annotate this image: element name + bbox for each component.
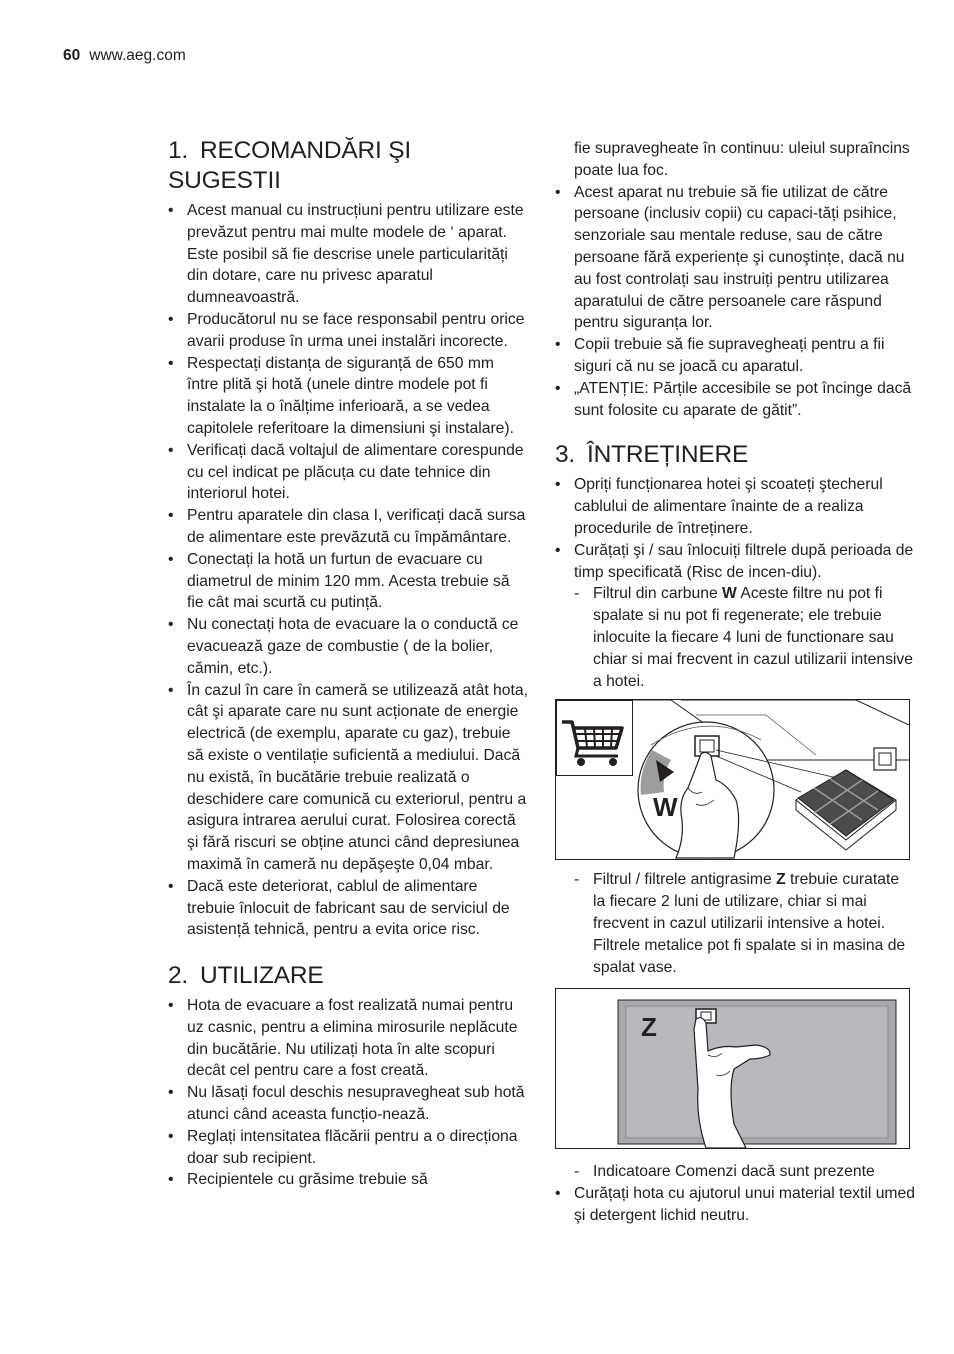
list-item: • Dacă este deteriorat, cablul de alimentare trebuie înlocuit de fabricant sau de serviciul de asistență tehnică, pentru a evita orice risc.	[168, 876, 528, 941]
list-item: • Acest aparat nu trebuie să fie utilizat de către persoane (inclusiv copii) cu capaci-tăți psihice, senzoriale sau mentale reduse, sau de către persoane fără experiențe şi cunoştințe, dacă nu au fost controlați sau instruiți pentru utilizarea aparatului de către persoanele care răspund pentru siguranța lor.	[555, 182, 915, 335]
sub-item-grease-filter: - Filtrul / filtrele antigrasime Z trebuie curatate la fiecare 2 luni de utilizare, chiar si mai frecvent in cazul utilizarii intensive a hotei. Filtrele metalice pot fi spalate si in masina de spalat vase.	[555, 869, 915, 978]
section2-title: UTILIZARE	[200, 962, 324, 990]
list-item-continuation: fie supravegheate în continuu: uleiul supraîncins poate lua foc.	[574, 140, 910, 179]
list-item: • Nu conectați hota de evacuare la o conductă ce evacuează gaze de combustie ( de la bolier, cămin, etc.).	[168, 614, 528, 679]
right-column	[555, 138, 915, 1227]
section3-number: 3.	[555, 441, 576, 469]
list-item: • Hota de evacuare a fost realizată numai pentru uz casnic, pentru a elimina mirosurile neplăcute din bucătărie. Nu utilizați hota în alte scopuri decât cel pentru care a fost creată.	[168, 995, 528, 1082]
left-column	[168, 136, 528, 1191]
list-item: • Conectați la hotă un furtun de evacuare cu diametrul de minim 120 mm. Acesta trebuie să fie cât mai scurtă cu putință.	[168, 549, 528, 614]
website-url: www.aeg.com	[89, 47, 186, 64]
sub-item-indicator: - Indicatoare Comenzi dacă sunt prezente	[555, 1161, 915, 1183]
section3-list	[555, 474, 915, 692]
shopping-cart-icon	[557, 701, 633, 776]
list-item: • Nu lăsați focul deschis nesupravegheat sub hotă atunci când aceasta funcțio-nează.	[168, 1082, 528, 1126]
section3-title: ÎNTREȚINERE	[587, 441, 749, 469]
section1-list	[168, 200, 528, 941]
list-item: • În cazul în care în cameră se utilizează atât hota, cât şi aparate care nu sunt acționate de energie electrică (de exemplu, aparate cu gaz), trebuie să existe o ventilație suficientă a mediului. Dacă nu există, în bucătărie trebuie realizată o deschidere care comunică cu exteriorul, pentru a asigura intrarea aerului curat. Folosirea corectă şi fără riscuri se obține atunci când depresiunea maximă în cameră nu depăşeşte 0,04 mbar.	[168, 680, 528, 876]
carbon-filter-icon	[796, 770, 896, 850]
grease-filter-icon	[618, 1000, 896, 1144]
list-item: • Verificați dacă voltajul de alimentare corespunde cu cel indicat pe plăcuța cu date tehnice din interiorul hotei.	[168, 440, 528, 505]
section2-list	[168, 995, 528, 1191]
sub-item-carbon-filter: - Filtrul din carbune W Aceste filtre nu pot fi spalate si nu pot fi regenerate; ele trebuie inlocuite la fiecare 4 luni de functionare sau chiar si mai frecvent in cazul utilizarii intensive a hotei.	[555, 583, 915, 692]
list-item: • Curățați hota cu ajutorul unui material textil umed şi detergent lichid neutru.	[555, 1183, 915, 1227]
list-item: • Curățați şi / sau înlocuiți filtrele după perioada de timp specificată (Risc de incen-diu).	[555, 540, 915, 584]
w-label: W	[653, 792, 678, 823]
section2-heading	[168, 961, 528, 991]
section3-heading	[555, 440, 915, 470]
list-item: • Recipientele cu grăsime trebuie să	[168, 1169, 528, 1191]
list-item: • Reglați intensitatea flăcării pentru a o direcționa doar sub recipient.	[168, 1126, 528, 1170]
section2-list-continued	[555, 138, 915, 421]
list-item: • Acest manual cu instrucțiuni pentru utilizare este prevăzut pentru mai multe modele de ‘ aparat. Este posibil să fie descrise unele particularități din dotare, care nu privesc aparatul dumneavoastră.	[168, 200, 528, 309]
page-header	[63, 47, 186, 65]
list-item: • „ATENȚIE: Părțile accesibile se pot încinge dacă sunt folosite cu aparate de gătit”.	[555, 378, 915, 422]
list-item: • Opriți funcționarea hotei şi scoateți ştecherul cablului de alimentare înainte de a realiza procedurile de întreținere.	[555, 474, 915, 539]
page-number: 60	[63, 47, 81, 64]
list-item: • Copii trebuie să fie supravegheați pentru a fii siguri că nu se joacă cu aparatul.	[555, 334, 915, 378]
section2-number: 2.	[168, 962, 189, 990]
list-item: • Pentru aparatele din clasa I, verificați dacă sursa de alimentare este prevăzută cu împământare.	[168, 505, 528, 549]
section3-list-end	[555, 1161, 915, 1226]
section1-heading	[168, 136, 528, 196]
z-label: Z	[641, 1012, 657, 1043]
section1-title: RECOMANDĂRI ŞI SUGESTII	[168, 137, 411, 194]
carbon-filter-figure	[555, 699, 910, 860]
section1-number: 1.	[168, 137, 189, 164]
list-item: • Producătorul nu se face responsabil pentru orice avarii produse în urma unei instalări incorecte.	[168, 309, 528, 353]
section3-list-mid	[555, 869, 915, 978]
grease-filter-figure	[555, 988, 910, 1149]
list-item: • Respectați distanța de siguranță de 650 mm între plită şi hotă (unele dintre modele pot fi instalate la o înălțime inferioară, a se vedea capitolele referitoare la dimensiuni şi instalare).	[168, 353, 528, 440]
